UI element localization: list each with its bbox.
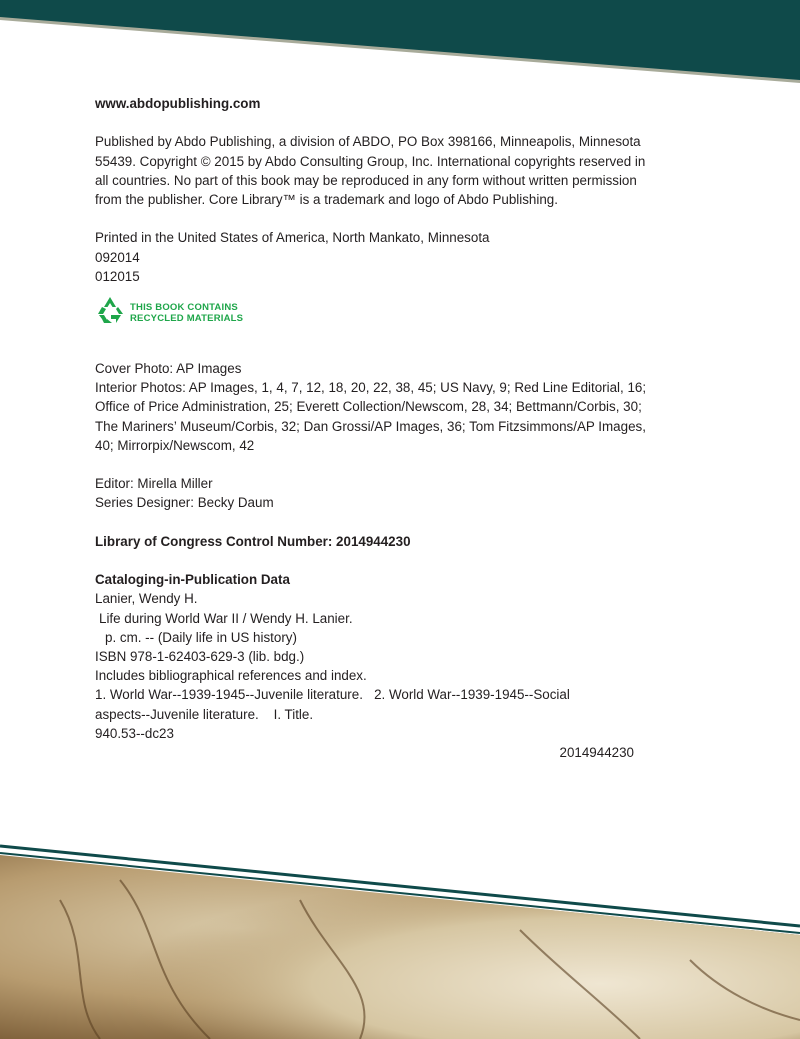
cip-series: p. cm. -- (Daily life in US history) <box>105 629 297 645</box>
cip-heading: Cataloging-in-Publication Data <box>95 572 290 588</box>
recycle-line-1: THIS BOOK CONTAINS <box>130 302 238 313</box>
cip-includes: Includes bibliographical references and index. <box>95 668 367 684</box>
cip-classification: 940.53--dc23 <box>95 725 174 741</box>
cip-subjects-1: 1. World War--1939-1945--Juvenile literature. 2. World War--1939-1945--Social <box>95 687 570 703</box>
print-code-2: 012015 <box>95 268 140 284</box>
designer-credit: Series Designer: Becky Daum <box>95 495 274 511</box>
cip-control-number: 2014944230 <box>559 745 634 761</box>
recycle-line-2: RECYCLED MATERIALS <box>130 313 244 324</box>
print-code-1: 092014 <box>95 249 140 265</box>
cip-author: Lanier, Wendy H. <box>95 591 198 607</box>
editor-credit: Editor: Mirella Miller <box>95 476 213 492</box>
printed-location: Printed in the United States of America, North Mankato, Minnesota <box>95 230 490 246</box>
cip-title: Life during World War II / Wendy H. Lanier. <box>99 610 353 626</box>
lccn: Library of Congress Control Number: 2014944230 <box>95 533 411 549</box>
interior-photo-credits: Interior Photos: AP Images, 1, 4, 7, 12, 18, 20, 22, 38, 45; US Navy, 9; Red Line Editorial, 16; Office of Price Administration, 25; Everett Collection/Newscom, 28, 34; Bettmann/Corbis, 30; The Mariners’ Museum/Corbis, 32; Dan Grossi/AP Images, 36; Tom Fitzsimmons/AP Images, 40; Mirrorpix/Newscom, 42 <box>95 380 647 453</box>
website-link[interactable]: www.abdopublishing.com <box>95 96 261 111</box>
header-band <box>0 0 800 90</box>
recycled-materials-badge <box>95 298 655 328</box>
cip-isbn: ISBN 978-1-62403-629-3 (lib. bdg.) <box>95 649 305 664</box>
cover-photo-credit: Cover Photo: AP Images <box>95 361 242 376</box>
cip-subjects-2: aspects--Juvenile literature. I. Title. <box>95 706 314 722</box>
publisher-statement: Published by Abdo Publishing, a division of ABDO, PO Box 398166, Minneapolis, Minnesota 55439. Copyright © 2015 by Abdo Consulting Group, Inc. International copyrights reserved in all countries. No part of this book may be reproduced in any form without written permission from the publisher. Core Library™ is a trademark and logo of Abdo Publishing. <box>95 134 646 207</box>
recycle-icon <box>95 295 125 330</box>
copyright-page <box>95 94 655 762</box>
